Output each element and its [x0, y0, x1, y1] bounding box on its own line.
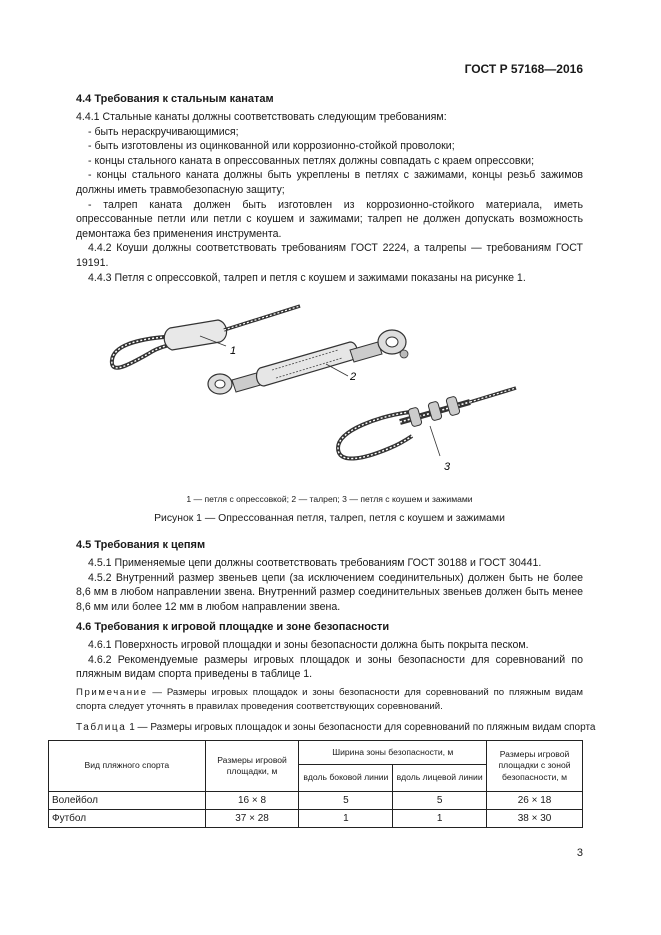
section-4-4-title: 4.4 Требования к стальным канатам	[76, 93, 274, 105]
bullet: - быть нераскручивающимися;	[88, 125, 239, 138]
table-caption-text: 1 — Размеры игровых площадок и зоны безопасности для соревнований по пляжным видам спорта	[126, 722, 596, 733]
paragraph-4-6-2: 4.6.2 Рекомендуемые размеры игровых площадок и зоны безопасности для соревнований по пляжным видам спорта приведены в таблице 1.	[76, 653, 583, 681]
bullet: - быть изготовлены из оцинкованной или коррозионно-стойкой проволоки;	[88, 140, 455, 153]
table-caption-label: Таблица	[76, 722, 127, 733]
note-label: Примечание	[76, 687, 148, 698]
cell-end: 5	[393, 792, 487, 810]
cell-side: 5	[299, 792, 393, 810]
paragraph-4-5-2: 4.5.2 Внутренний размер звеньев цепи (за исключением соединительных) должен быть не более 8,6 мм в любом направлении звена. Внутренний размер соединительных звеньев должен быть менее 8,6 мм или более 12 мм в любом направлении звена.	[76, 571, 583, 613]
table-caption	[76, 722, 596, 733]
cell-total: 26 × 18	[487, 792, 583, 810]
note	[76, 686, 583, 713]
header-court-size: Размеры игровой площадки, м	[205, 741, 299, 792]
figure-key: 1 — петля с опрессовкой; 2 — талреп; 3 — петля с коушем и зажимами	[186, 494, 473, 504]
cell-sport: Футбол	[49, 810, 206, 828]
paragraph-4-6-1: 4.6.1 Поверхность игровой площадки и зоны безопасности должна быть покрыта песком.	[88, 639, 529, 651]
cell-sport: Волейбол	[49, 792, 206, 810]
sizes-table	[48, 740, 583, 828]
cell-side: 1	[299, 810, 393, 828]
bullet: - концы стального каната в опрессованных петлях должны совпадать с краем опрессовки;	[88, 154, 535, 167]
header-sport: Вид пляжного спорта	[49, 741, 206, 792]
figure-rigging-drawing	[100, 280, 540, 480]
section-4-6-body	[76, 638, 583, 682]
figure-label-2: 2	[350, 371, 357, 383]
header-total-size: Размеры игровой площадки с зоной безопасности, м	[487, 741, 583, 792]
pressed-loop-drawing	[112, 306, 300, 368]
table-row	[49, 792, 583, 810]
section-4-6-title: 4.6 Требования к игровой площадке и зоне безопасности	[76, 621, 390, 633]
header-end-line: вдоль лицевой линии	[393, 765, 487, 792]
cell-end: 1	[393, 810, 487, 828]
document-code: ГОСТ Р 57168—2016	[464, 62, 583, 76]
paragraph-4-5-1: 4.5.1 Применяемые цепи должны соответствовать требованиям ГОСТ 30188 и ГОСТ 30441.	[88, 557, 542, 569]
paragraph-4-4-1	[76, 110, 583, 125]
bullet: - концы стального каната должны быть укреплены в петлях с зажимами, концы резьб зажимов должны иметь травмобезопасную защиту;	[76, 169, 583, 196]
turnbuckle-drawing	[208, 330, 408, 394]
header-safety-width: Ширина зоны безопасности, м	[299, 741, 487, 765]
section-4-5-title: 4.5 Требования к цепям	[76, 539, 206, 551]
bullet: - талреп каната должен быть изготовлен из коррозионно-стойкого материала, иметь опрессованные петли или петли с коушем и зажимами; талреп не должен допускать возможность демонтажа без применения инструмента.	[76, 198, 583, 240]
page-number: 3	[576, 847, 583, 859]
thimble-loop-drawing	[338, 388, 516, 459]
section-4-5-body	[76, 556, 583, 614]
table-row	[49, 810, 583, 828]
cell-court: 37 × 28	[205, 810, 299, 828]
cell-court: 16 × 8	[205, 792, 299, 810]
header-side-line: вдоль боковой линии	[299, 765, 393, 792]
paragraph-4-4-3: 4.4.3 Петля с опрессовкой, талреп и петля с коушем и зажимами показаны на рисунке 1.	[88, 271, 526, 284]
figure-label-1: 1	[230, 345, 237, 357]
paragraph-text: 4.4.1 Стальные канаты должны соответствовать следующим требованиям:	[76, 111, 447, 123]
figure-caption: Рисунок 1 — Опрессованная петля, талреп, петля с коушем и зажимами	[154, 513, 505, 524]
section-4-4-body	[76, 110, 583, 285]
figure-label-3: 3	[444, 461, 451, 473]
paragraph-4-4-2: 4.4.2 Коуши должны соответствовать требованиям ГОСТ 2224, а талрепы — требованиям ГОСТ 19191.	[76, 242, 583, 269]
cell-total: 38 × 30	[487, 810, 583, 828]
note-text: — Размеры игровых площадок и зоны безопасности для соревнований по пляжным видам спорта следует уточнять в правилах проведения соответствующих соревнований.	[76, 687, 583, 712]
